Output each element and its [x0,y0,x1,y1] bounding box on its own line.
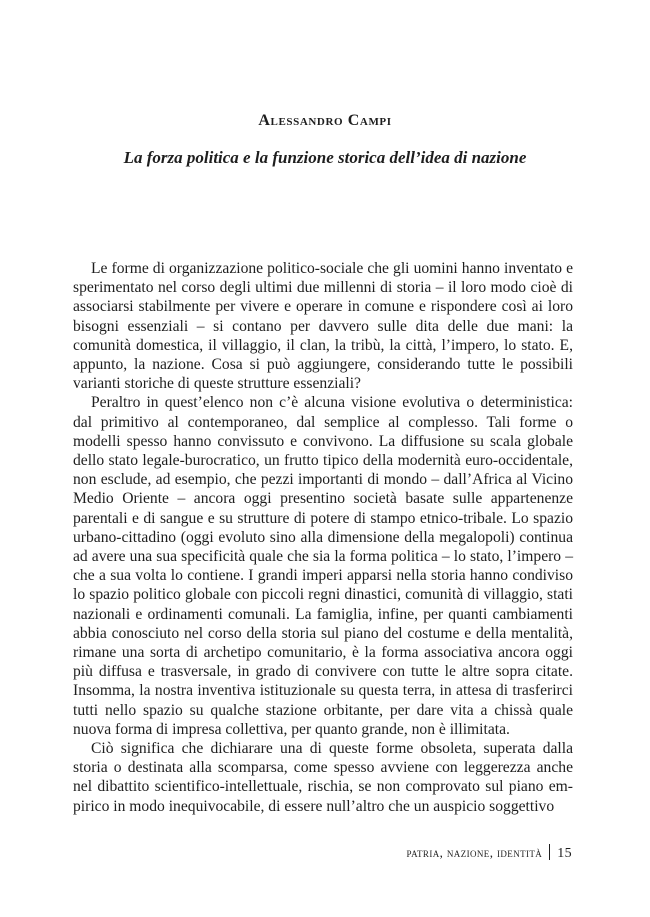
paragraph: Ciò significa che dichiarare una di queste forme obsoleta, superata dalla storia o destinata alla scomparsa, come spesso avviene con leggerezza anche nel dibattito scientifico-intellettuale, rischia, se non comprovato sul piano empirico in modo inequivocabile, di essere null’altro che un auspicio soggettivo [73,740,573,815]
page-number: 15 [557,846,572,861]
chapter-author: Alessandro Campi [258,112,392,129]
running-head: patria, nazione, identità [406,845,543,860]
paragraph: Peraltro in quest’elenco non c’è alcuna visione evolutiva o deterministica: dal primitivo al contemporaneo, dal semplice al complesso. Tali forme o modelli spesso hanno convissuto e convivono. La diffusione su scala globale dello stato legale-burocratico, un frutto tipico della modernità euro-occidentale, non esclude, ad esempio, che pezzi importanti di mondo – dall’Africa al Vicino Medio Oriente – ancora oggi presentino società basate sulle appartenenze parentali e di sangue e su strutture di potere di stampo etnico-tribale. Lo spazio urbano-cittadino (oggi evoluto sino alla dimensione della megalopoli) continua ad avere una sua specificità quale che sia la forma politica – lo stato, l’impero – che a sua volta lo contiene. I grandi imperi apparsi nella storia hanno condiviso lo spazio politico globale con piccoli regni dinastici, comunità di villaggio, stati nazionali e ordinamenti comunali. La famiglia, infine, per quanti cambiamenti abbia conosciuto nel corso della storia sul piano del costume e della mentalità, rimane una sorta di archetipo comunitario, è la forma associativa ancora oggi più diffusa e trasversale, in grado di convivere con tutte le altre sopra citate. Insomma, la nostra inventiva istituzionale su questa terra, in attesa di trasferirci tutti nello spazio su qualche stazione orbitante, per dare vita a chissà quale nuova forma di impresa collettiva, per quanto grande, non è illimitata. [73,394,573,738]
chapter-title: La forza politica e la funzione storica dell’idea di nazione [123,148,527,167]
body-text [73,259,573,816]
footer-divider [549,844,550,860]
paragraph: Le forme di organizzazione politico-sociale che gli uomini hanno inventato e sperimentato nel corso degli ultimi due millenni di storia – il loro modo cioè di associarsi stabilmente per vivere e operare in comune e rispondere così ai loro bisogni essenziali – si contano per davvero sulle dita delle due mani: la comunità domestica, il villaggio, il clan, la tribù, la città, l’impero, lo stato. E, appunto, la nazione. Cosa si può aggiungere, considerando tutte le possibili varianti storiche di queste strutture essenziali? [73,260,573,393]
page-footer [407,844,572,862]
